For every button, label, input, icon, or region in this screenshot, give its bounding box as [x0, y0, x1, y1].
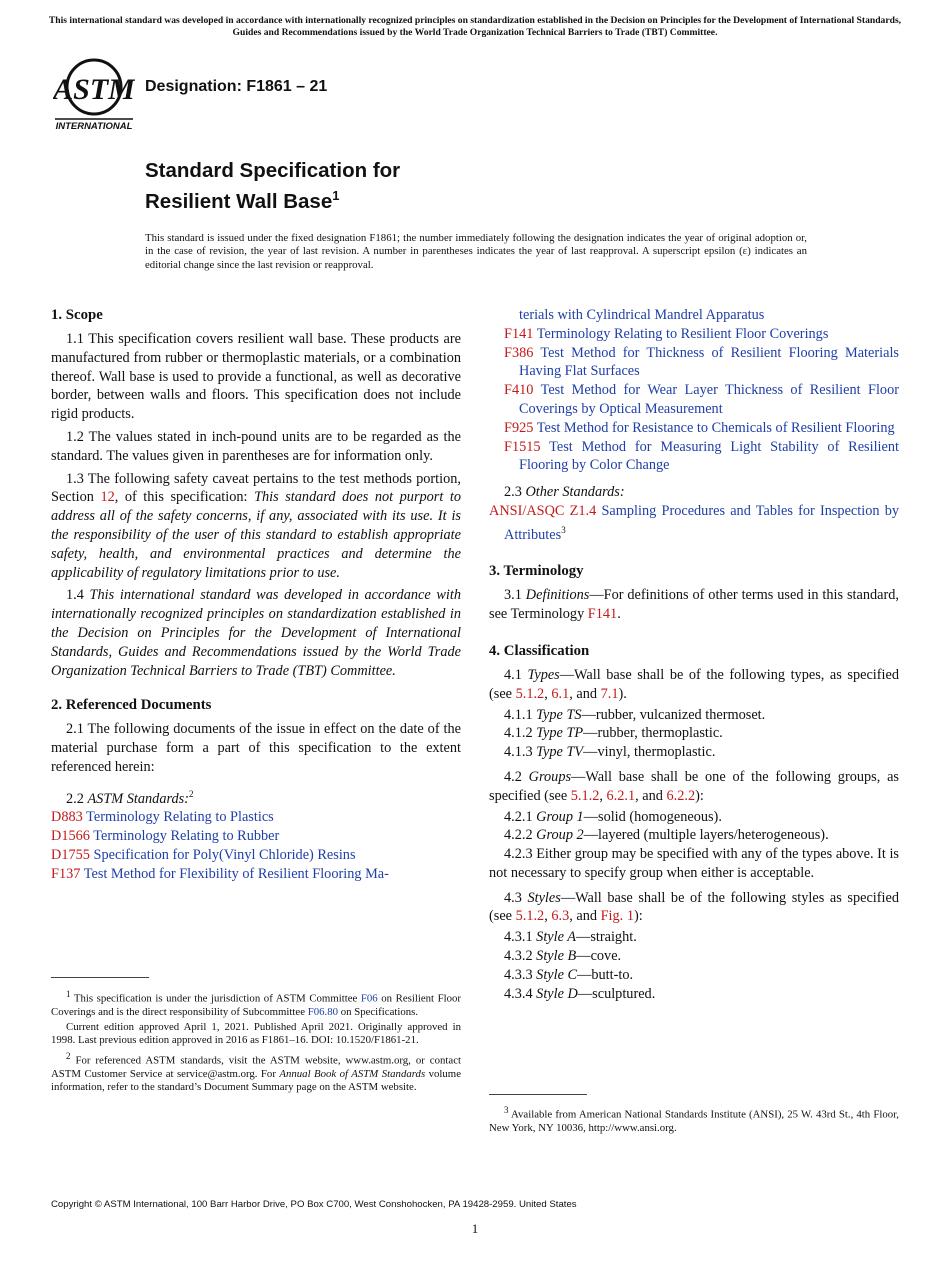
type-tv — [489, 743, 899, 762]
footnote-2-text-b: volume information, refer to the standard’s Document Summary page on the ASTM website. — [51, 1067, 461, 1093]
ref-code[interactable]: ANSI/ASQC Z1.4 — [489, 502, 597, 519]
fig-1-link[interactable]: Fig. 1 — [600, 908, 634, 925]
item-num: 4.3.1 — [504, 929, 537, 946]
item-desc: —layered (multiple layers/heterogeneous). — [583, 827, 829, 844]
safety-caveat: This standard does not purport to address all of the safety concerns, if any, associated with its use. It is the responsibility of the user of this standard to establish appropriate safety, health, and environmental practices and determine the applicability of regulatory limitations prior to use. — [51, 489, 462, 581]
style-d — [489, 985, 899, 1004]
link-6-1[interactable]: 6.1 — [551, 685, 570, 702]
link-5-1-2[interactable]: 5.1.2 — [515, 685, 545, 702]
item-num: 4.2.2 — [504, 827, 537, 844]
document-title — [145, 158, 400, 214]
footnote-2-mark: 2 — [66, 1050, 71, 1061]
ref-title[interactable]: Terminology Relating to Plastics — [86, 809, 274, 826]
ref-title[interactable]: Test Method for Thickness of Resilient Flooring Materials Having Flat Surfaces — [519, 344, 899, 380]
scope-1-3-text: 1.3 The following safety caveat pertains to the test methods portion, Section — [51, 470, 461, 506]
logo-bottom-text: INTERNATIONAL — [55, 121, 133, 132]
scope-para-1-2: 1.2 The values stated in inch-pound units are to be regarded as the standard. The values given in parentheses are for information only. — [51, 428, 461, 464]
groups-para-4-2-3: 4.2.3 Either group may be specified with any of the types above. It is not necessary to specify group when either is acceptable. — [489, 846, 899, 881]
ref-title[interactable]: Terminology Relating to Rubber — [93, 828, 280, 845]
item-num: 4.3.4 — [504, 985, 537, 1002]
left-column — [51, 306, 461, 883]
item-desc: —rubber, vulcanized thermoset. — [581, 706, 766, 723]
item-term: Type TS — [536, 706, 582, 723]
ref-f1515[interactable] — [489, 438, 899, 476]
ref-d1755[interactable] — [51, 846, 461, 865]
item-num: 4.3.2 — [504, 948, 537, 965]
ref-code[interactable]: F925 — [504, 419, 534, 436]
type-ts — [489, 706, 899, 725]
item-term: Group 2 — [536, 827, 584, 844]
ref-f137-continued[interactable]: terials with Cylindrical Mandrel Apparatus — [519, 307, 765, 323]
item-desc: —solid (homogeneous). — [583, 808, 722, 825]
group-1 — [489, 808, 899, 827]
groups-para-4-2: 4.2 Groups—Wall base shall be one of the following groups, as specified (see 5.1.2, 6.2.1, and 6.2.2): — [489, 768, 899, 804]
link-6-3[interactable]: 6.3 — [551, 908, 570, 925]
page-number: 1 — [471, 1221, 479, 1236]
style-a — [489, 928, 899, 947]
committee-f06-link[interactable]: F06 — [360, 992, 378, 1005]
trade-banner: This international standard was developed in accordance with internationally recognized principles on standardization established in the Decision on Principles for the Development of International Standards, Guides and Recommendations issued by the World Trade Organization Technical Barriers to Trade (TBT) Committee. — [48, 15, 902, 38]
ref-code[interactable]: D1566 — [51, 828, 90, 845]
styles-text: —Wall base shall be of the following styles as specified (see — [489, 889, 899, 925]
footnote-1 — [51, 988, 461, 1019]
ansi-footnote-mark: 3 — [561, 524, 566, 535]
item-term: Group 1 — [536, 808, 584, 825]
ref-f137[interactable] — [51, 865, 461, 884]
item-num: 4.1.1 — [504, 706, 537, 723]
type-tp — [489, 724, 899, 743]
types-para-4-1: 4.1 Types—Wall base shall be of the following types, as specified (see 5.1.2, 6.1, and 7.1). — [489, 666, 899, 702]
ref-f141[interactable] — [489, 325, 899, 344]
term-label: Definitions — [525, 587, 590, 604]
item-desc: —cove. — [576, 948, 622, 965]
ref-d1566[interactable] — [51, 827, 461, 846]
ref-title[interactable]: Test Method for Resistance to Chemicals of Resilient Flooring — [536, 419, 895, 436]
ref-code[interactable]: F410 — [504, 382, 534, 399]
link-5-1-2[interactable]: 5.1.2 — [570, 787, 600, 804]
title-footnote-mark: 1 — [332, 188, 340, 203]
footnote-2 — [51, 1050, 461, 1094]
footnote-2-text: For referenced ASTM standards, visit the ASTM website, www.astm.org, or contact ASTM Customer Service at service@astm.org. For — [51, 1054, 461, 1080]
ref-code[interactable]: F386 — [504, 344, 534, 361]
link-6-2-1[interactable]: 6.2.1 — [606, 787, 636, 804]
designation: Designation: F1861 – 21 — [145, 78, 328, 95]
styles-num: 4.3 — [504, 889, 528, 906]
item-desc: —vinyl, thermoplastic. — [583, 744, 716, 761]
item-term: Style B — [536, 948, 577, 965]
types-num: 4.1 — [504, 666, 528, 683]
footnote-1-text-b: on Resilient Floor Coverings and is the direct responsibility of Subcommittee — [51, 992, 461, 1018]
ref-f925[interactable] — [489, 419, 899, 438]
item-desc: —rubber, thermoplastic. — [583, 725, 723, 742]
link-7-1[interactable]: 7.1 — [600, 685, 619, 702]
ref-title[interactable]: Test Method for Flexibility of Resilient Flooring Ma- — [83, 865, 389, 882]
ref-code[interactable]: D883 — [51, 809, 83, 826]
terminology-para-3-1 — [489, 586, 899, 624]
astm-label-num: 2.2 — [66, 790, 88, 807]
ref-f410[interactable] — [489, 381, 899, 419]
section-12-link[interactable]: 12 — [100, 489, 115, 506]
referenced-para-2-1: 2.1 The following documents of the issue in effect on the date of the material purchase form a part of this specification to the extent referenced herein: — [51, 721, 461, 775]
astm-standards-label — [51, 785, 461, 809]
footnote-rule-left — [51, 977, 149, 978]
item-desc: —sculptured. — [577, 985, 656, 1002]
other-label-text: Other Standards: — [525, 484, 625, 501]
right-column — [489, 306, 899, 1003]
ref-ansi[interactable] — [489, 502, 899, 544]
ref-title[interactable]: Test Method for Measuring Light Stability of Resilient Flooring by Color Change — [519, 438, 899, 474]
astm-footnote-mark: 2 — [189, 788, 194, 799]
item-term: Type TV — [536, 744, 584, 761]
item-term: Style D — [536, 985, 578, 1002]
copyright: Copyright © ASTM International, 100 Barr Harbor Drive, PO Box C700, West Conshohocken, PA 19428-2959. United States — [51, 1199, 577, 1210]
f141-link[interactable]: F141 — [587, 606, 618, 623]
ref-code[interactable]: F137 — [51, 865, 81, 882]
other-standards-label — [489, 483, 899, 502]
terminology-heading: 3. Terminology — [489, 563, 584, 580]
item-num: 4.1.2 — [504, 725, 537, 742]
astm-logo — [53, 55, 135, 133]
footnote-2-italic: Annual Book of ASTM Standards — [279, 1067, 426, 1080]
ref-title[interactable]: Test Method for Wear Layer Thickness of Resilient Floor Coverings by Optical Measurement — [519, 382, 899, 417]
title-line-1: Standard Specification for — [145, 159, 401, 182]
ref-title[interactable]: Specification for Poly(Vinyl Chloride) Resins — [93, 846, 356, 863]
title-line-2: Resilient Wall Base — [145, 189, 333, 213]
link-6-2-2[interactable]: 6.2.2 — [666, 787, 696, 804]
link-5-1-2[interactable]: 5.1.2 — [515, 908, 545, 925]
issued-note: This standard is issued under the fixed designation F1861; the number immediately following the designation indicates the year of original adoption or, in the case of revision, the year of last revision. A number in parentheses indicates the year of last reapproval. A superscript epsilon (ε) indicates an editorial change since the last revision or reapproval. — [145, 232, 807, 271]
footnote-1-text: This specification is under the jurisdiction of ASTM Committee — [73, 992, 361, 1005]
item-num: 4.3.3 — [504, 966, 537, 983]
item-num: 4.2.1 — [504, 808, 537, 825]
style-c — [489, 966, 899, 985]
item-term: Style C — [536, 966, 578, 983]
scope-heading: 1. Scope — [51, 307, 103, 323]
ref-code[interactable]: F141 — [504, 325, 534, 342]
footnote-1-text-c: on Specifications. — [338, 1005, 419, 1018]
groups-text: —Wall base shall be one of the following groups, as specified (see — [489, 768, 899, 804]
referenced-heading: 2. Referenced Documents — [51, 697, 212, 714]
types-text: —Wall base shall be of the following types, as specified (see — [489, 666, 899, 702]
styles-term: Styles — [527, 889, 561, 906]
scope-para-1-3 — [51, 470, 461, 583]
ref-f386[interactable] — [489, 344, 899, 382]
ref-code[interactable]: F1515 — [504, 438, 541, 455]
item-term: Type TP — [536, 725, 584, 742]
footnote-3 — [489, 1104, 899, 1135]
footnotes-right — [489, 1104, 899, 1137]
scope-para-1-4 — [51, 586, 461, 680]
item-desc: —butt-to. — [577, 966, 634, 983]
footnotes-left — [51, 988, 461, 1096]
term-text: —For definitions of other terms used in this standard, see Terminology — [489, 587, 899, 623]
item-num: 4.1.3 — [504, 744, 537, 761]
item-desc: —straight. — [576, 929, 637, 946]
astm-label-text: ASTM Standards: — [87, 790, 189, 807]
groups-num: 4.2 — [504, 768, 529, 785]
logo-top-text: ASTM — [53, 73, 135, 106]
footnote-1-mark: 1 — [66, 989, 71, 999]
footnote-rule-right — [489, 1094, 587, 1095]
footnote-1-edition: Current edition approved April 1, 2021. Published April 2021. Originally approved in 1998. Last previous edition approved in 2016 as F1861–16. DOI: 10.1520/F1861-21. — [51, 1021, 461, 1047]
groups-term: Groups — [528, 768, 572, 785]
ref-d883[interactable] — [51, 808, 461, 827]
term-end: . — [617, 606, 621, 623]
classification-heading: 4. Classification — [489, 642, 590, 659]
ref-code[interactable]: D1755 — [51, 846, 90, 863]
scope-1-4-num: 1.4 — [66, 587, 90, 604]
footnote-3-text: Available from American National Standards Institute (ANSI), 25 W. 43rd St., 4th Floor, New York, NY 10036, http://www.ansi.org. — [489, 1108, 899, 1134]
group-2 — [489, 826, 899, 845]
style-b — [489, 947, 899, 966]
tbt-statement: This international standard was developed in accordance with internationally recognized principles on standardization established in the Decision on Principles for the Development of International Standards, Guides and Recommendations issued by the World Trade Organization Technical Barriers to Trade (TBT) Committee. — [51, 587, 461, 679]
term-num: 3.1 — [504, 587, 526, 604]
scope-para-1-1: 1.1 This specification covers resilient wall base. These products are manufactured from rubber or thermoplastic materials, or a combination thereof. Wall base is used to provide a functional, as well as decorative border, between walls and floors. This specification does not include rigid products. — [51, 331, 461, 423]
ref-title[interactable]: Terminology Relating to Resilient Floor Coverings — [536, 325, 829, 342]
styles-para-4-3: 4.3 Styles—Wall base shall be of the following styles as specified (see 5.1.2, 6.3, and Fig. 1): — [489, 889, 899, 925]
ref-title[interactable]: Sampling Procedures and Tables for Inspection by Attributes — [504, 502, 899, 543]
footnote-3-mark: 3 — [504, 1105, 509, 1115]
scope-1-3-text-b: , of this specification: — [114, 489, 255, 506]
item-term: Style A — [536, 929, 577, 946]
subcommittee-f06-80-link[interactable]: F06.80 — [307, 1005, 338, 1018]
types-term: Types — [527, 666, 560, 683]
other-label-num: 2.3 — [504, 484, 526, 501]
